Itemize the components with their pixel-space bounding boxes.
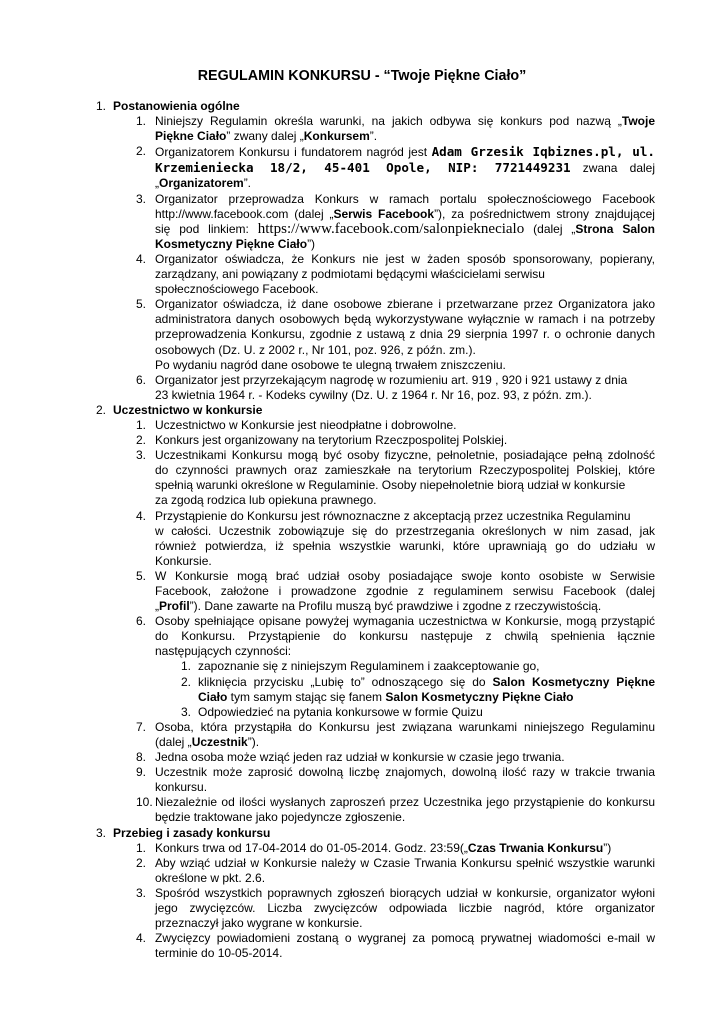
section-number: 2. [96,402,107,417]
item-number: 6. [136,614,147,629]
item-number: 4. [136,508,147,523]
section-heading [0,826,724,841]
sub-list-item: 1. zapoznanie się z niniejszym Regulaminem i zaakceptowanie go, [181,659,540,674]
list-item: 1. Uczestnictwo w Konkursie jest nieodpłatne i dobrowolne. [136,417,457,432]
item-number: 2. [136,144,147,159]
section-title: Przebieg i zasady konkursu [113,825,271,840]
section-heading [0,99,724,114]
list-item: 10. Niezależnie od ilości wysłanych zaproszeń przez Uczestnika jego przystąpienie do konkursu będzie traktowane jako pojedyncze zgłoszenie. [136,795,655,825]
list-item: 4. Zwycięzcy powiadomieni zostaną o wygranej za pomocą prywatnej wiadomości e-mail w terminie do 10-05-2014. [136,931,655,961]
item-number: 3. [136,191,147,206]
facebook-page-link[interactable]: https://www.facebook.com/salonpieknecialo [257,220,525,237]
item-number: 3. [181,704,192,719]
section-heading [0,403,724,418]
list-item: 3. Organizator przeprowadza Konkurs w ramach portalu społecznościowego Facebook http://www.facebook.com (dalej „Serwis Facebook”), za pośrednictwem strony znajdującej się pod linkiem: https://www.facebook.com/salonpieknecialo (dalej „Strona Salon Kosmetyczny Piękne Ciało”) [136,191,655,251]
list-item: 9. Uczestnik może zaprosić dowolną liczbę znajomych, dowolną ilość razy w trakcie trwania konkursu. [136,765,655,795]
document-body [0,99,724,961]
sub-list-item: 3. Odpowiedzieć na pytania konkursowe w formie Quizu [181,704,483,719]
document-title: REGULAMIN KONKURSU - “Twoje Piękne Ciało” [197,68,527,84]
item-number: 9. [136,765,147,780]
item-number: 1. [136,114,147,129]
item-number: 4. [136,251,147,266]
list-item: 2. Konkurs jest organizowany na terytorium Rzeczpospolitej Polskiej. [136,433,508,448]
item-number: 1. [181,659,192,674]
list-item: 3. Uczestnikami Konkursu mogą być osoby fizyczne, pełnoletnie, posiadające pełną zdolność do czynności prawnych oraz zamieszkałe na terytorium Rzeczypospolitej Polskiej, które spełnią warunki określone w Regulaminie. Osoby niepełnoletnie biorą udział w konkursie za zgodą rodzica lub opiekuna prawnego. [136,448,655,508]
item-number: 4. [136,931,147,946]
list-item: 6. Organizator jest przyrzekającym nagrodę w rozumieniu art. 919 , 920 i 921 ustawy z dnia 23 kwietnia 1964 r. - Kodeks cywilny (Dz. U. z 1964 r. Nr 16, poz. 93, z późn. zm.). [136,372,628,402]
list-item: 2. Aby wziąć udział w Konkursie należy w Czasie Trwania Konkursu spełnić wszystkie warunki określone w pkt. 2.6. [136,855,655,885]
section-number: 3. [96,825,107,840]
section-number: 1. [96,99,107,113]
item-number: 7. [136,719,147,734]
item-number: 2. [136,433,147,448]
item-number: 1. [136,417,147,432]
list-item: 6. Osoby spełniające opisane powyżej wymagania uczestnictwa w Konkursie, mogą przystąpić do Konkursu. Przystąpienie do konkursu następuje z chwilą spełnienia łącznie następujących czynności: [136,614,655,659]
section-title: Uczestnictwo w konkursie [113,402,263,417]
item-number: 3. [136,885,147,900]
item-number: 3. [136,448,147,463]
section-title: Postanowienia ogólne [113,99,240,113]
list-item: 5. Organizator oświadcza, iż dane osobowe zbierane i przetwarzane przez Organizatora jako administratora danych osobowych będą wykorzystywane wyłącznie w ramach i na potrzeby przeprowadzenia Konkursu, zgodnie z ustawą z dnia 29 sierpnia 1997 r. o ochronie danych osobowych (Dz. U. z 2002 r., Nr 101, poz. 926, z późn. zm.). Po wydaniu nagród dane osobowe te ulegną trwałem zniszczeniu. [136,297,655,372]
item-number: 1. [136,840,147,855]
list-item: 3. Spośród wszystkich poprawnych zgłoszeń biorących udział w konkursie, organizator wyłoni jego zwycięzców. Liczba zwycięzców odpowiada liczbie nagród, które organizator przeznaczył jako wygrane w konkursie. [136,885,655,931]
item-number: 8. [136,750,147,765]
item-number: 5. [136,297,147,312]
item-number: 5. [136,568,147,583]
list-item: 1. Niniejszy Regulamin określa warunki, na jakich odbywa się konkurs pod nazwą „Twoje Piękne Ciało” zwany dalej „Konkursem”. [136,114,655,144]
item-number: 6. [136,372,147,387]
sub-list-item: 2. kliknięcia przycisku „Lubię to” odnoszącego się do Salon Kosmetyczny Piękne Ciało tym samym stając się fanem Salon Kosmetyczny Piękne Ciało [181,674,655,704]
list-item: 4. Przystąpienie do Konkursu jest równoznaczne z akceptacją przez uczestnika Regulaminu w całości. Uczestnik zobowiązuje się do przestrzegania określonych w nim zasad, jak również potwierdza, iż spełnia wszystkie warunki, które uprawniają go do udziału w Konkursie. [136,508,655,568]
list-item: 8. Jedna osoba może wziąć jeden raz udział w konkursie w czasie jego trwania. [136,750,565,765]
list-item: 2. Organizatorem Konkursu i fundatorem nagród jest Adam Grzesik Iqbiznes.pl, ul. Krzemieniecka 18/2, 45-401 Opole, NIP: 7721449231 zwana dalej „Organizatorem”. [136,144,655,191]
list-item: 7. Osoba, która przystąpiła do Konkursu jest związana warunkami niniejszego Regulaminu (dalej „Uczestnik”). [136,719,655,749]
list-item: 1. Konkurs trwa od 17-04-2014 do 01-05-2014. Godz. 23:59(„Czas Trwania Konkursu”) [136,840,612,855]
item-number: 2. [181,674,192,689]
item-number: 2. [136,855,147,870]
list-item: 5. W Konkursie mogą brać udział osoby posiadające swoje konto osobiste w Serwisie Facebook, założone i prowadzone zgodnie z regulaminem serwisu Facebook (dalej „Profil”). Dane zawarte na Profilu muszą być prawdziwe i zgodne z rzeczywistością. [136,568,655,614]
list-item: 4. Organizator oświadcza, że Konkurs nie jest w żaden sposób sponsorowany, popierany, zarządzany, ani powiązany z podmiotami będącymi właścicielami serwisu społecznościowego Facebook. [136,251,655,297]
item-number: 10. [136,795,153,810]
